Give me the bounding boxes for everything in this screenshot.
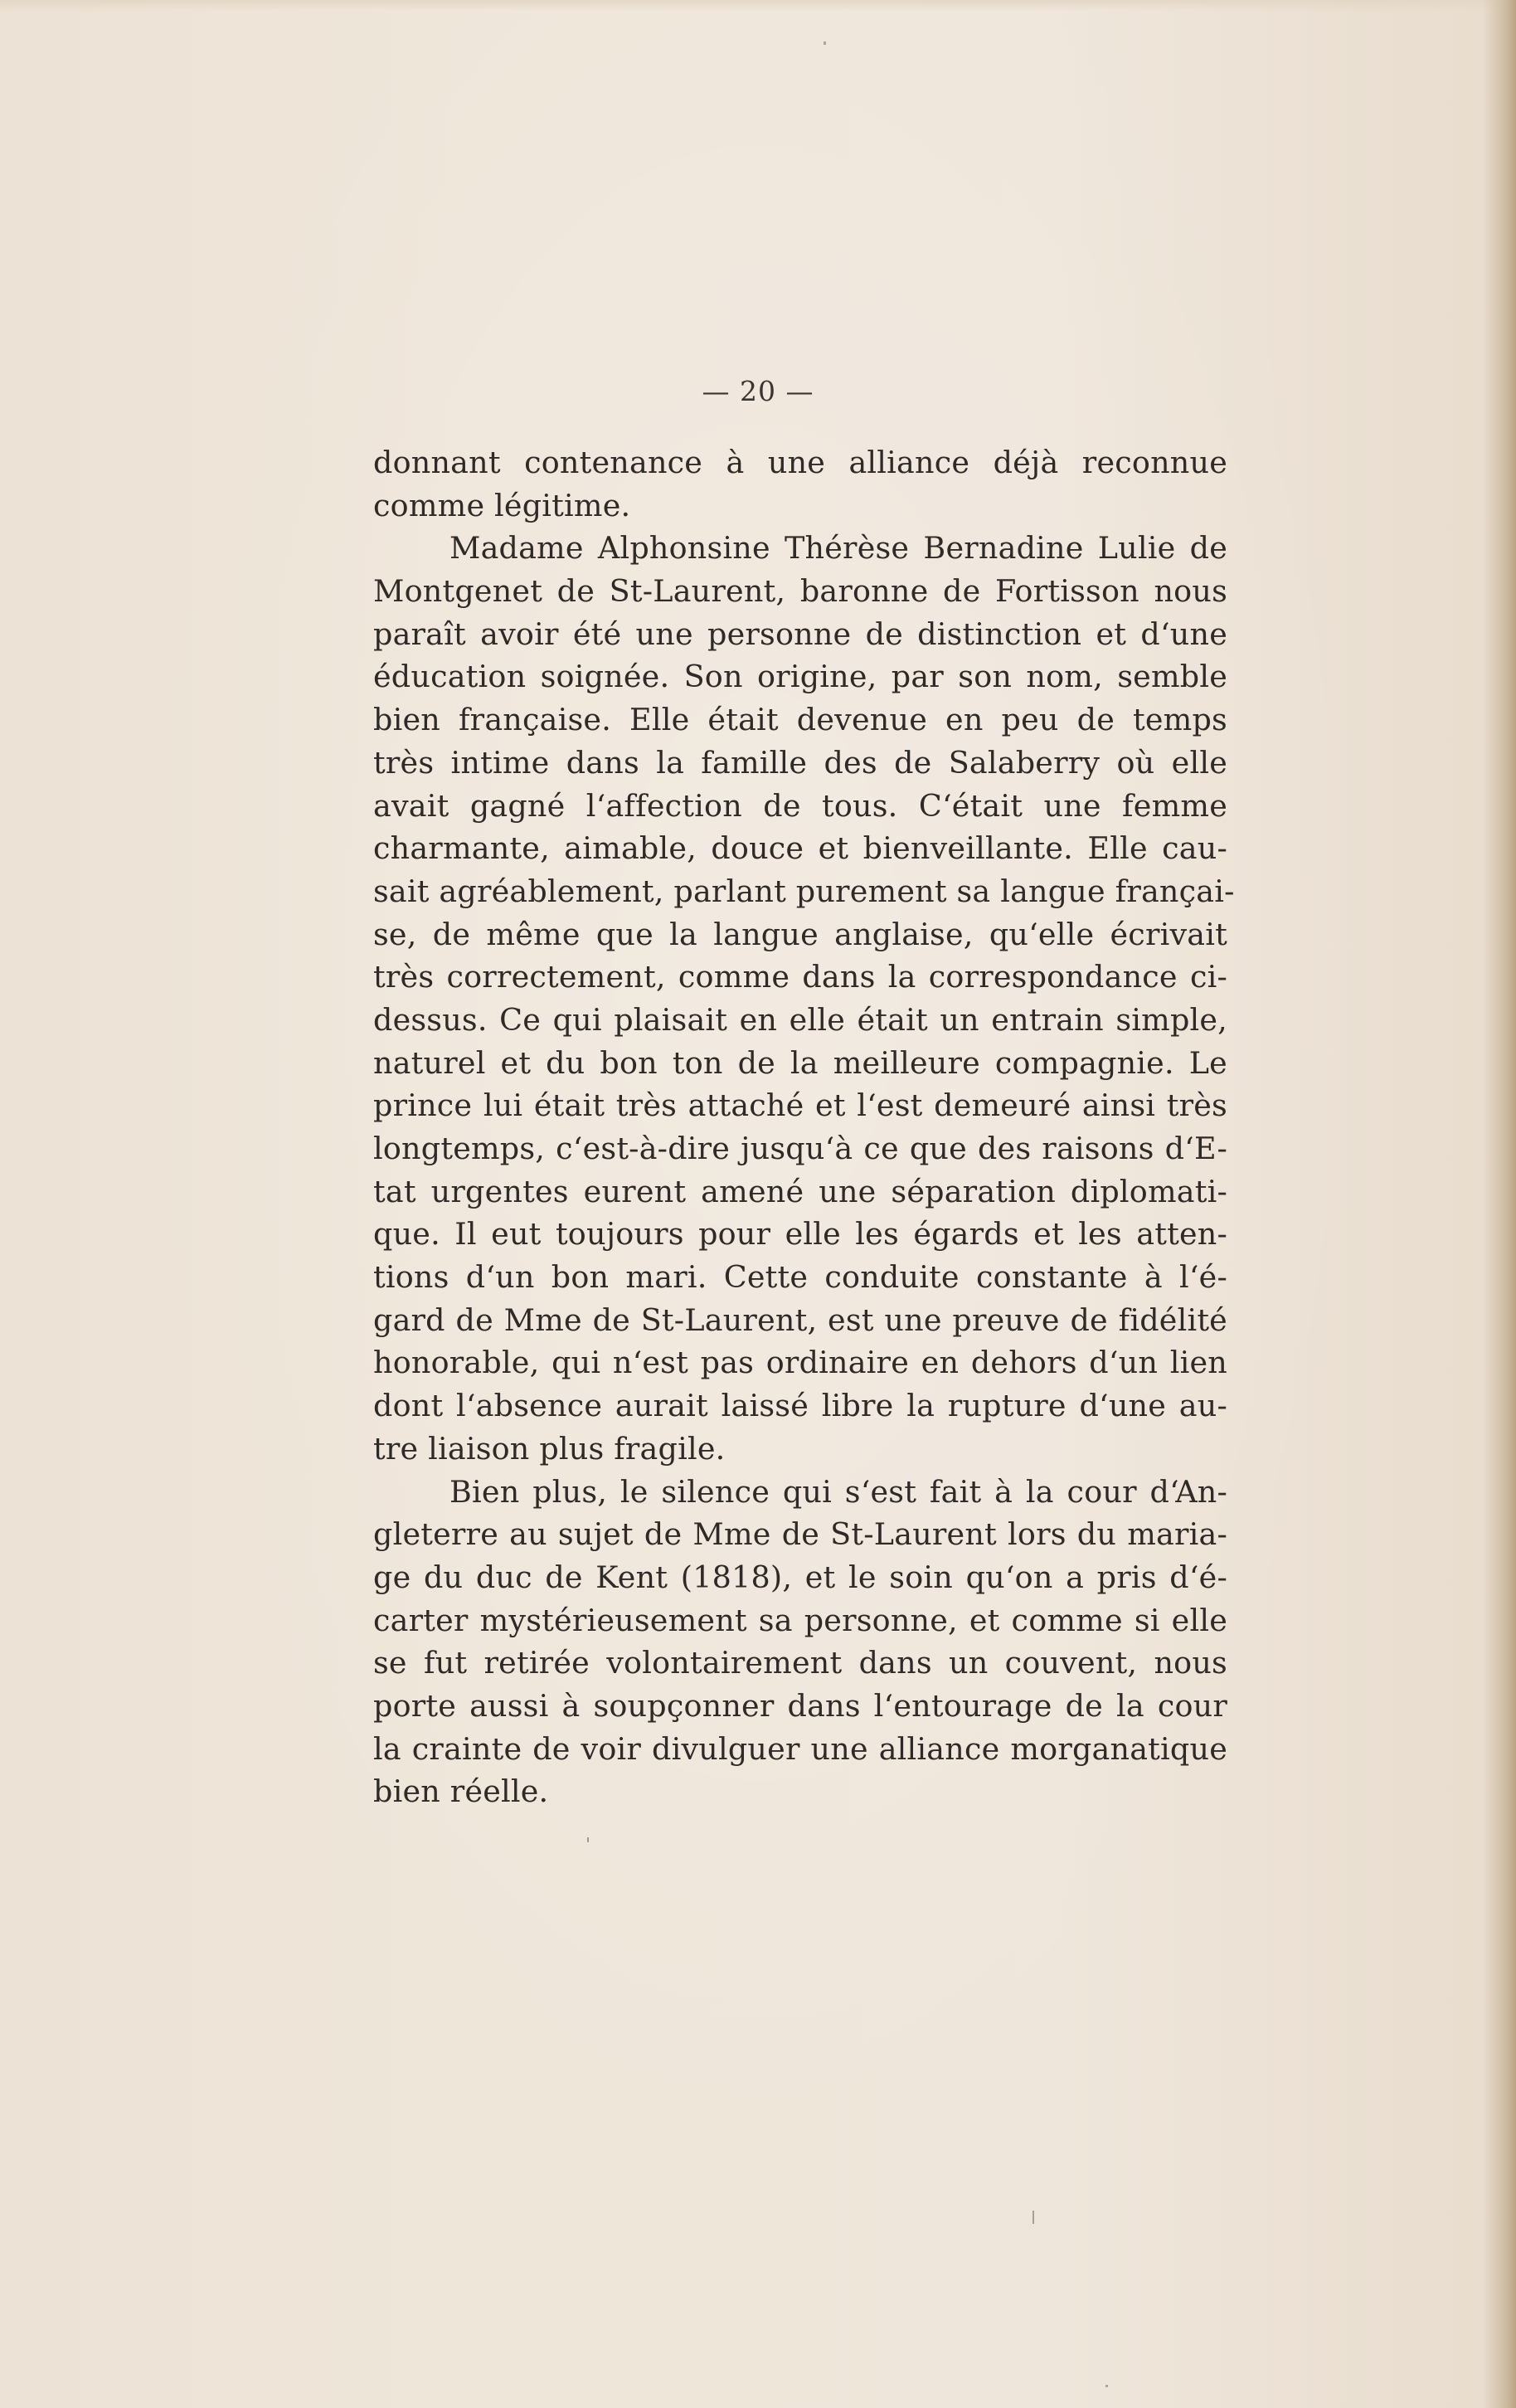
text-line: charmante, aimable, douce et bienveillante. Elle cau- — [373, 830, 1227, 867]
text-line: ge du duc de Kent (1818), et le soin qu‘on a pris d‘é- — [373, 1559, 1227, 1595]
text-line: gleterre au sujet de Mme de St-Laurent lors du maria- — [373, 1516, 1227, 1553]
text-line: carter mystérieusement sa personne, et comme si elle — [373, 1602, 1227, 1638]
text-line: éducation soignée. Son origine, par son nom, semble — [373, 659, 1227, 695]
text-line: se fut retirée volontairement dans un couvent, nous — [373, 1645, 1227, 1681]
page-top-edge — [0, 0, 1516, 12]
text-line: la crainte de voir divulguer une alliance morganatique — [373, 1730, 1227, 1767]
text-line: tre liaison plus fragile. — [373, 1430, 726, 1467]
text-line: naturel et du bon ton de la meilleure compagnie. Le — [373, 1044, 1227, 1081]
text-line: que. Il eut toujours pour elle les égards et les atten- — [373, 1216, 1227, 1253]
text-line: bien française. Elle était devenue en peu de temps — [373, 702, 1227, 738]
text-line: tat urgentes eurent amené une séparation diplomati- — [373, 1173, 1227, 1209]
text-line: gard de Mme de St-Laurent, est une preuve de fidélité — [373, 1301, 1227, 1338]
text-line: dessus. Ce qui plaisait en elle était un entrain simple, — [373, 1001, 1227, 1038]
text-line: comme légitime. — [373, 487, 631, 523]
ink-speck — [1105, 2385, 1108, 2387]
text-line: Madame Alphonsine Thérèse Bernadine Lulie de — [449, 530, 1227, 567]
text-line: dont l‘absence aurait laissé libre la rupture d‘une au- — [373, 1388, 1227, 1424]
text-line: honorable, qui n‘est pas ordinaire en dehors d‘un lien — [373, 1345, 1227, 1381]
ink-speck — [587, 1837, 589, 1842]
page-number: — 20 — — [702, 375, 814, 407]
text-line: paraît avoir été une personne de distinction et d‘une — [373, 615, 1227, 652]
text-line: bien réelle. — [373, 1773, 549, 1810]
text-line: se, de même que la langue anglaise, qu‘elle écrivait — [373, 916, 1227, 952]
text-line: très intime dans la famille des de Salaberry où elle — [373, 744, 1227, 781]
ink-speck — [1033, 2211, 1034, 2224]
text-line: avait gagné l‘affection de tous. C‘était une femme — [373, 787, 1227, 824]
page-right-edge — [1483, 0, 1516, 2408]
text-line: tions d‘un bon mari. Cette conduite constante à l‘é- — [373, 1259, 1227, 1296]
text-line: Montgenet de St-Laurent, baronne de Fortisson nous — [373, 573, 1227, 610]
text-line: donnant contenance à une alliance déjà reconnue — [373, 445, 1227, 480]
body-text — [373, 441, 1235, 1813]
text-line: prince lui était très attaché et l‘est demeuré ainsi très — [373, 1087, 1227, 1124]
text-line: longtemps, c‘est-à-dire jusqu‘à ce que des raisons d‘E- — [373, 1131, 1227, 1166]
ink-speck — [824, 41, 826, 45]
text-line: Bien plus, le silence qui s‘est fait à la cour d‘An- — [449, 1473, 1227, 1510]
text-line: porte aussi à soupçonner dans l‘entourage de la cour — [373, 1687, 1227, 1724]
text-line: très correctement, comme dans la correspondance ci- — [373, 959, 1227, 995]
text-line: sait agréablement, parlant purement sa langue françai- — [373, 873, 1235, 909]
